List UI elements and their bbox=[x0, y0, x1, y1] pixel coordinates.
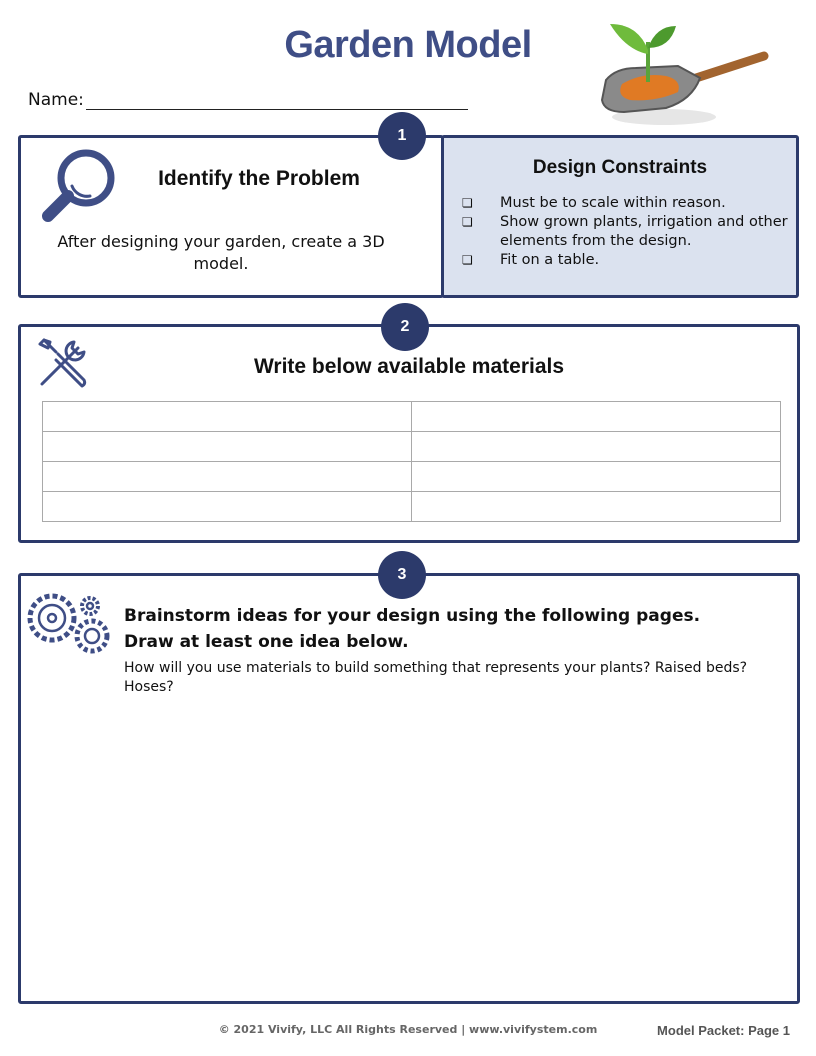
footer-copyright: © 2021 Vivify, LLC All Rights Reserved | www.vivifystem.com bbox=[218, 1023, 598, 1036]
checkbox-icon[interactable]: ❏ bbox=[462, 196, 473, 210]
material-cell[interactable] bbox=[412, 462, 781, 492]
name-field[interactable] bbox=[28, 90, 468, 110]
constraint-text: Show grown plants, irrigation and other elements from the design. bbox=[500, 214, 788, 249]
step-2-badge: 2 bbox=[381, 303, 429, 351]
material-cell[interactable] bbox=[412, 492, 781, 522]
table-row bbox=[43, 492, 781, 522]
drawing-area[interactable] bbox=[30, 710, 788, 994]
design-constraints-heading: Design Constraints bbox=[532, 157, 708, 178]
constraint-item bbox=[462, 194, 792, 213]
material-cell[interactable] bbox=[412, 402, 781, 432]
material-cell[interactable] bbox=[43, 492, 412, 522]
table-row bbox=[43, 402, 781, 432]
constraints-list bbox=[462, 194, 792, 270]
brainstorm-line-2: Draw at least one idea below. bbox=[124, 632, 409, 652]
name-label: Name: bbox=[28, 90, 84, 110]
step-1-badge: 1 bbox=[378, 112, 426, 160]
page-title: Garden Model bbox=[284, 24, 532, 66]
step-3-badge: 3 bbox=[378, 551, 426, 599]
table-row bbox=[43, 432, 781, 462]
brainstorm-line-1: Brainstorm ideas for your design using the following pages. bbox=[124, 606, 701, 626]
problem-description: After designing your garden, create a 3D model. bbox=[57, 232, 385, 273]
shovel-sprout-icon bbox=[596, 20, 776, 130]
materials-heading: Write below available materials bbox=[253, 355, 565, 378]
brainstorm-prompt: How will you use materials to build something that represents your plants? Raised beds? Hoses? bbox=[124, 660, 748, 695]
magnifier-icon bbox=[38, 146, 120, 224]
constraint-item bbox=[462, 251, 792, 270]
materials-table bbox=[42, 401, 781, 522]
checkbox-icon[interactable]: ❏ bbox=[462, 253, 473, 267]
constraint-text: Must be to scale within reason. bbox=[500, 195, 726, 211]
constraint-text: Fit on a table. bbox=[500, 252, 600, 268]
name-line[interactable] bbox=[86, 91, 468, 110]
identify-problem-heading: Identify the Problem bbox=[158, 167, 360, 190]
table-row bbox=[43, 462, 781, 492]
gears-icon bbox=[24, 590, 116, 658]
constraint-item bbox=[462, 213, 792, 251]
material-cell[interactable] bbox=[43, 432, 412, 462]
material-cell[interactable] bbox=[412, 432, 781, 462]
material-cell[interactable] bbox=[43, 462, 412, 492]
page-number: Model Packet: Page 1 bbox=[657, 1023, 790, 1038]
material-cell[interactable] bbox=[43, 402, 412, 432]
checkbox-icon[interactable]: ❏ bbox=[462, 215, 473, 229]
